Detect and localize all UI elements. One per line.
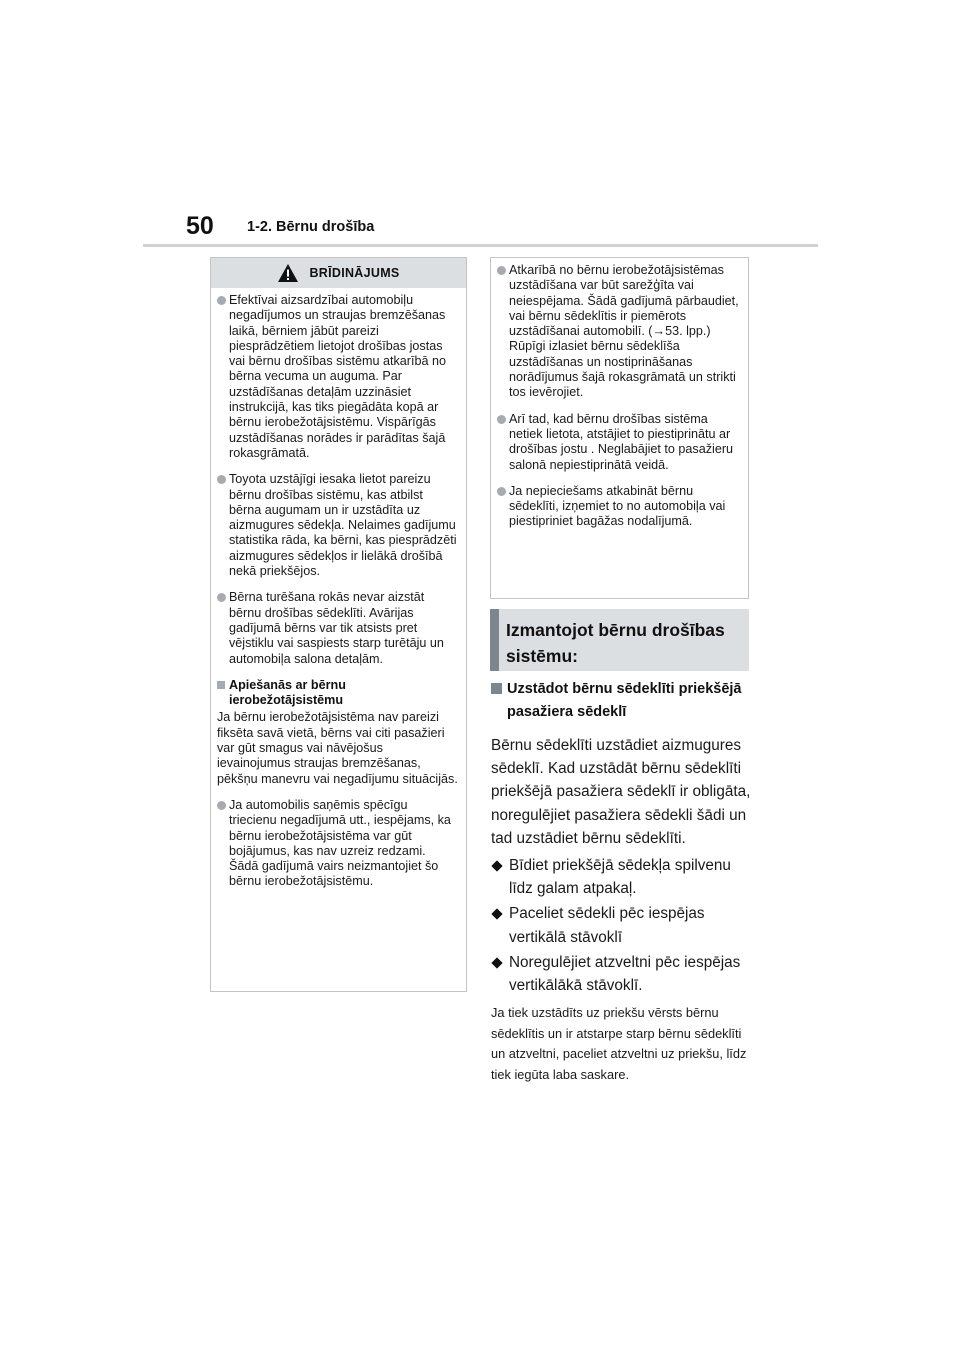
note-paragraph: Ja tiek uzstādīts uz priekšu vērsts bērnu sēdeklītis un ir atstarpe starp bērnu sēdeklīti un atzveltni, paceliet atzveltni uz priekšu, līdz tiek iegūta laba saskare. [491, 1005, 747, 1082]
warning-bullet [217, 798, 458, 890]
subheading [491, 678, 756, 724]
warning-body [211, 288, 466, 890]
diamond-bullet-icon [491, 909, 502, 920]
heading-line-2: sistēmu: [506, 646, 578, 666]
bullet-text: Toyota uzstājīgi iesaka lietot pareizu bērnu drošības sistēmu, kas atbilst bērna augumam un ir uzstādīta uz aizmugures sēdekļa. Nelaimes gadījumu statistika rāda, ka bērni, kas piesprādzēti aizmugures sēdekļos ir lielākā drošībā nekā priekšējos. [229, 472, 457, 579]
bullet-dot-icon [497, 415, 506, 424]
bullet-text: Ja nepieciešams atkabināt bērnu sēdeklīti, izņemiet to no automobiļa vai piestipriniet bagāžas nodalījumā. [509, 483, 726, 529]
warning-bullet [217, 293, 458, 461]
bullet-text: Bērna turēšana rokās nevar aizstāt bērnu drošības sēdeklīti. Avārijas gadījumā bērns var tik atsists pret vējstiklu vai saspiests starp turētāju un automobiļa salona detaļām. [229, 590, 444, 666]
subheading-text: Uzstādot bērnu sēdeklīti priekšējā pasažiera sēdeklī [507, 681, 742, 720]
warning-triangle-icon [277, 263, 299, 283]
bullet-dot-icon [497, 487, 506, 496]
caution-bullet [497, 263, 740, 401]
caution-bullet [497, 484, 740, 530]
section-title: 1-2. Bērnu drošība [247, 219, 375, 235]
page-number: 50 [186, 212, 214, 240]
subsection-title-text: Apiešanās ar bērnu ierobežotājsistēmu [229, 677, 346, 708]
bullet-text: Ja automobilis saņēmis spēcīgu triecienu negadījumā utt., iespējams, ka bērnu ierobežotājsistēma var gūt bojājumus, kas nav uzreiz redzami. Šādā gadījumā vairs neizmantojiet šo bērnu ierobežotājsistēmu. [229, 797, 451, 889]
warning-header [211, 258, 466, 288]
bullet-text: Atkarībā no bērnu ierobežotājsistēmas uzstādīšana var būt sarežģīta vai neiespējama. Šādā gadījumā pārbaudiet, vai bērnu sēdeklītis ir piemērots uzstādīšanai automobilī. (→53. lpp.) Rūpīgi izlasiet bērnu sēdeklīša uzstādīšanas un nostiprināšanas norādījumus šajā rokasgrāmatā un strikti tos ievērojiet. [509, 263, 739, 400]
body-paragraph: Bērnu sēdeklīti uzstādiet aizmugures sēdeklī. Kad uzstādāt bērnu sēdeklīti priekšējā pasažiera sēdeklī ir obligāta, noregulējiet pasažiera sēdekli šādi un tad uzstādiet bērnu sēdeklīti. [491, 737, 751, 847]
header-divider [143, 244, 818, 247]
bullet-dot-icon [217, 593, 226, 602]
heading-line-1: Izmantojot bērnu drošības [506, 620, 725, 640]
bullet-text: Efektīvai aizsardzībai automobiļu negadījumos un straujas bremzēšanas laikā, bērniem jābūt pareizi piesprādzētiem lietojot drošības jostas vai bērnu drošības sistēmu atkarībā no bērna vecuma un auguma. Par uzstādīšanas detaļām uzzināsiet instrukcijā, kas tiks piegādāta kopā ar bērnu ierobežotājsistēmu. Vispārīgās uzstādīšanas norādes ir parādītas šajā rokasgrāmatā. [229, 293, 447, 460]
square-bullet-icon [491, 683, 502, 694]
warning-bullet [217, 590, 458, 666]
step-item [491, 951, 756, 997]
step-item [491, 854, 756, 900]
caution-box [490, 257, 749, 599]
square-bullet-icon [217, 681, 225, 689]
bullet-text: Arī tad, kad bērnu drošības sistēma netiek lietota, atstājiet to piestiprinātu ar drošības jostu . Neglabājiet to pasažieru salonā nepiestiprinātā veidā. [509, 411, 734, 472]
bullet-dot-icon [217, 296, 226, 305]
caution-bullet [497, 412, 740, 473]
bullet-dot-icon [217, 801, 226, 810]
step-text: Noregulējiet atzveltni pēc iespējas vertikālākā stāvoklī. [509, 953, 741, 995]
step-text: Bīdiet priekšējā sēdekļa spilvenu līdz galam atpakaļ. [509, 857, 731, 898]
step-item [491, 902, 756, 948]
diamond-bullet-icon [491, 860, 502, 871]
warning-subsection-text: Ja bērnu ierobežotājsistēma nav pareizi fiksēta savā vietā, bērns vai citi pasažieri var gūt smagus vai nāvējošus ievainojumus straujas bremzēšanas, pēkšņu manevru vai negadījumu situācijās. [217, 710, 458, 786]
main-content [491, 678, 756, 1085]
section-heading [490, 609, 749, 671]
warning-box [210, 257, 467, 992]
warning-bullet [217, 472, 458, 579]
step-text: Paceliet sēdekli pēc iespējas vertikālā stāvoklī [509, 905, 705, 946]
warning-subsection-title [217, 678, 458, 709]
diamond-bullet-icon [491, 957, 502, 968]
bullet-dot-icon [217, 475, 226, 484]
bullet-dot-icon [497, 266, 506, 275]
warning-title: BRĪDINĀJUMS [309, 266, 400, 280]
